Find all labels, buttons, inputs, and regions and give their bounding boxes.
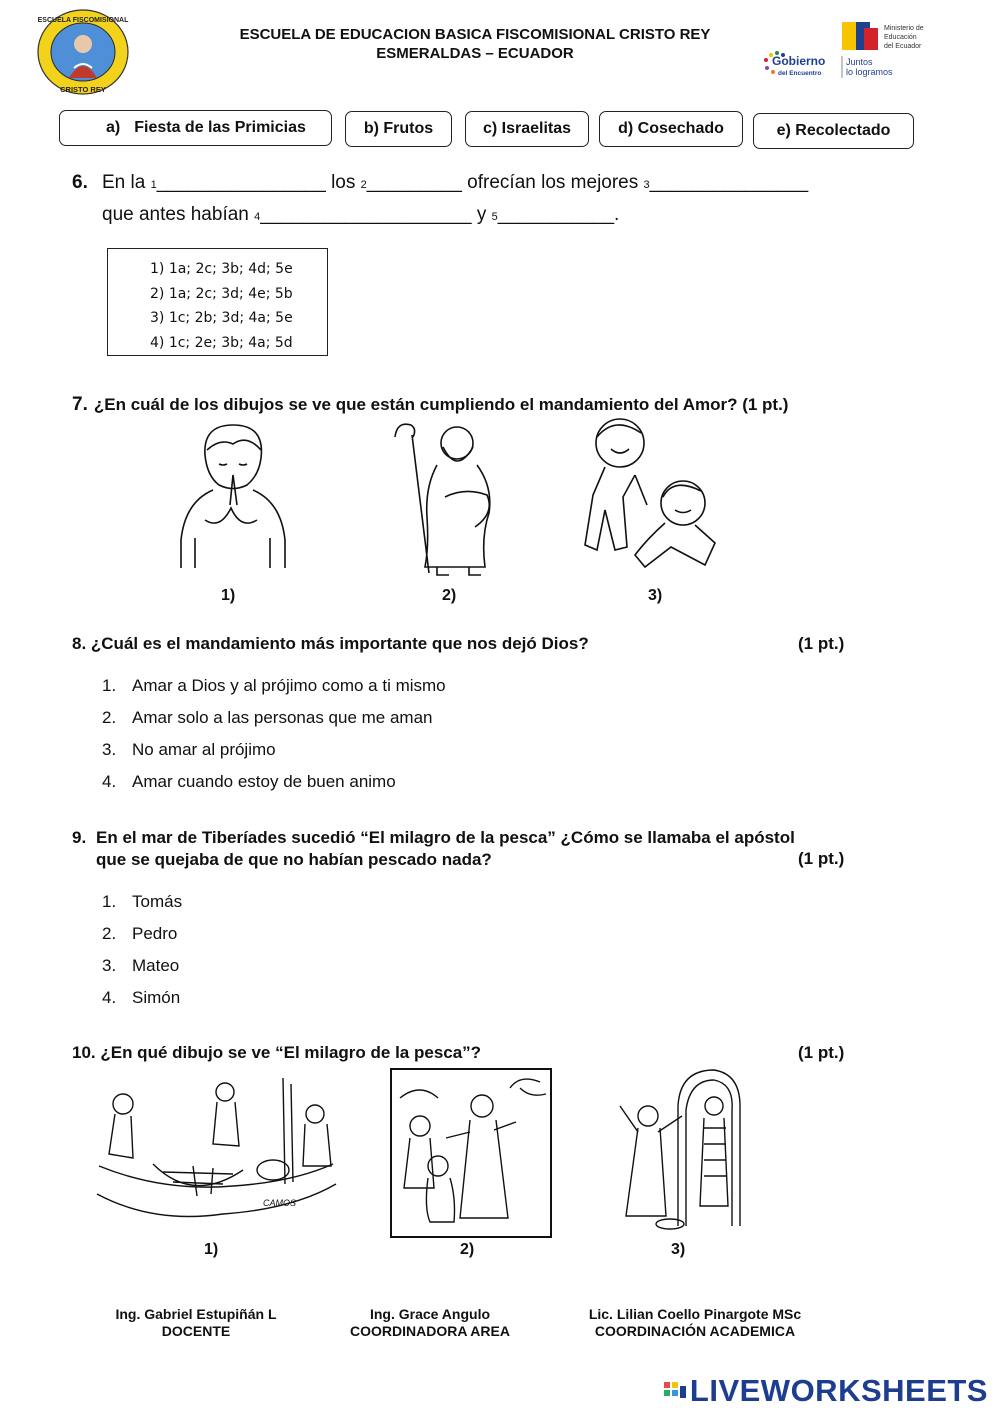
option-b-text: b) Frutos [363,120,434,137]
q8-option-text: Amar cuando estoy de buen animo [132,772,396,791]
q9-option-number: 3. [102,956,117,975]
q9-option-4[interactable] [102,982,182,1014]
gov-logo-line1: Gobierno [772,54,826,68]
q6-word5: y [476,204,487,225]
signature-role: COORDINACIÓN ACADEMICA [594,1323,796,1339]
q8-options-list [102,670,446,798]
ministry-line2: Educación [884,34,917,41]
q8-option-3[interactable] [102,734,446,766]
q6-end: . [614,204,620,225]
liveworksheets-watermark [664,1373,988,1409]
q10-title: 10. ¿En qué dibujo se ve “El milagro de la pesca”? [72,1043,482,1062]
header-title [150,25,800,63]
q6-sub4: 4 [254,211,261,223]
old-man-with-staff-image [385,417,500,577]
q6-word2: los [331,172,356,193]
q6-blank1[interactable]: ________________ [156,172,326,193]
school-location: ESMERALDAS – ECUADOR [376,45,574,62]
q7-caption-2[interactable]: 2) [442,587,457,604]
gov-tagline1: Juntos [846,57,873,67]
q9-points: (1 pt.) [798,849,845,868]
option-a-text: Fiesta de las Primicias [134,119,306,136]
q6-answer-option[interactable]: 1) 1a; 2c; 3b; 4d; 5e [150,261,293,277]
q6-sub3: 3 [643,179,650,191]
q9-option-text: Pedro [132,924,178,943]
ministry-line3: del Ecuador [884,43,922,50]
lazarus-tomb-image [610,1066,750,1234]
liveworksheets-logo-icon [664,1380,686,1402]
question-6 [72,168,808,232]
q8-title: 8. ¿Cuál es el mandamiento más importante que nos dejó Dios? [72,634,589,653]
q9-option-text: Mateo [132,956,180,975]
q6-sub1: 1 [150,179,157,191]
q6-sub5: 5 [491,211,498,223]
child-helping-child-image [575,415,720,577]
q6-answer-option[interactable]: 3) 1c; 2b; 3d; 4a; 5e [150,310,293,326]
signature-role: COORDINADORA AREA [350,1323,510,1339]
signature-role: DOCENTE [161,1323,231,1339]
q7-title [72,394,788,416]
q8-option-1[interactable] [102,670,446,702]
boat-label: CAMOS [263,1198,297,1208]
praying-child-image [175,420,290,570]
option-d-text: d) Cosechado [618,120,724,137]
q6-blank5[interactable]: ___________ [497,204,615,225]
q9-number: 9. [72,828,87,847]
q10-caption-1[interactable]: 1) [204,1241,219,1258]
q8-option-number: 4. [102,772,117,791]
option-box-e[interactable] [753,113,914,149]
q9-line1: En el mar de Tiberíades sucedió “El milagro de la pesca” ¿Cómo se llamaba el apóstol [96,828,795,847]
school-name: ESCUELA DE EDUCACION BASICA FISCOMISIONAL CRISTO REY [239,26,711,43]
government-logo [760,20,950,82]
signature-coordinacion [550,1306,840,1340]
school-logo-top-text: ESCUELA FISCOMISIONAL [37,17,129,24]
q8-option-2[interactable] [102,702,446,734]
q8-option-number: 1. [102,676,117,695]
signature-name: Lic. Lilian Coello Pinargote MSc [588,1306,802,1322]
option-box-d[interactable] [599,111,743,147]
option-box-c[interactable] [465,111,589,147]
option-e-text: e) Recolectado [776,122,891,139]
gov-tagline2: lo logramos [846,67,893,77]
q8-points: (1 pt.) [798,634,845,653]
q8-option-number: 3. [102,740,117,759]
q9-options-list [102,886,182,1014]
q6-answer-option[interactable]: 2) 1a; 2c; 3d; 4e; 5b [150,285,293,302]
gov-logo-line2: del Encuentro [778,70,822,77]
option-box-b[interactable] [345,111,452,147]
q9-option-text: Simón [132,988,181,1007]
q6-blank2[interactable]: _________ [366,172,462,193]
q8-option-text: Amar a Dios y al prójimo como a ti mismo [132,676,446,695]
signature-name: Ing. Grace Angulo [369,1306,491,1322]
q7-caption-3[interactable]: 3) [648,587,663,604]
watermark-text: LIVEWORKSHEETS [689,1373,988,1408]
q7-text: ¿En cuál de los dibujos se ve que están cumpliendo el mandamiento del Amor? (1 pt.) [93,395,789,414]
q10-caption-2[interactable]: 2) [460,1241,475,1258]
q8-option-number: 2. [102,708,117,727]
miracle-of-fish-boat-image [93,1074,338,1236]
q8-option-text: No amar al prójimo [132,740,276,759]
q7-caption-1[interactable]: 1) [221,587,236,604]
option-c-text: c) Israelitas [482,120,572,137]
q9-option-1[interactable] [102,886,182,918]
q9-title [72,827,795,871]
q9-option-text: Tomás [132,892,183,911]
q6-word1: En la [102,172,146,193]
school-logo [36,8,130,96]
signature-coordinadora [330,1306,530,1340]
q7-number: 7. [72,394,88,415]
ministry-line1: Ministerio de [884,25,924,32]
q6-answer-box [107,248,328,356]
q6-sub2: 2 [360,179,367,191]
q6-word4: que antes habían [102,204,249,225]
q6-blank3[interactable]: _______________ [649,172,809,193]
q9-option-3[interactable] [102,950,182,982]
option-box-a[interactable] [59,110,332,146]
q10-caption-3[interactable]: 3) [671,1241,686,1258]
q6-number: 6. [72,172,88,193]
school-logo-bottom-text: CRISTO REY [60,85,106,94]
signature-docente [96,1306,296,1340]
q8-option-text: Amar solo a las personas que me aman [132,708,433,727]
q9-option-number: 2. [102,924,117,943]
jesus-with-apostles-image [390,1068,552,1238]
q9-option-2[interactable] [102,918,182,950]
q6-answer-option[interactable]: 4) 1c; 2e; 3b; 4a; 5d [150,334,293,351]
signature-name: Ing. Gabriel Estupiñán L [115,1306,277,1322]
q9-option-number: 4. [102,988,117,1007]
q9-line2: que se quejaba de que no habían pescado nada? [96,850,492,869]
q9-option-number: 1. [102,892,117,911]
option-a-letter: a) [106,119,121,136]
q10-points: (1 pt.) [798,1043,845,1062]
q8-option-4[interactable] [102,766,446,798]
q6-blank4[interactable]: ____________________ [260,204,472,225]
q6-word3: ofrecían los mejores [467,172,639,193]
